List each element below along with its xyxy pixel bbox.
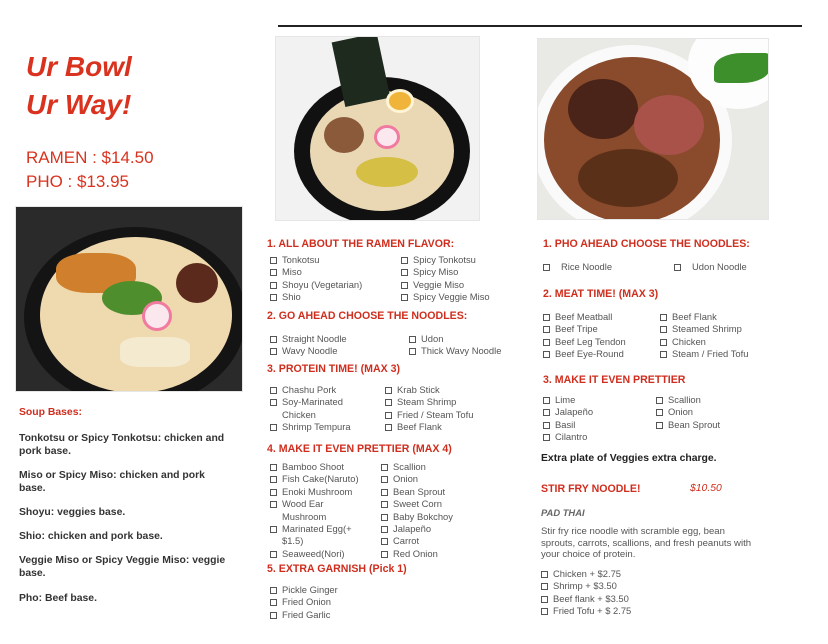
option-udon-noodle[interactable]: Udon Noodle: [674, 261, 747, 273]
checkbox[interactable]: [543, 314, 550, 321]
title-line-1: Ur Bowl: [26, 51, 132, 82]
checkbox[interactable]: [270, 336, 277, 343]
option-marinated-egg[interactable]: Marinated Egg(+: [270, 523, 359, 535]
checkbox[interactable]: [381, 464, 388, 471]
stir-fry-title: STIR FRY NOODLE!: [541, 483, 641, 495]
pho-noodles-col1: [543, 261, 612, 273]
meat-title: 2. MEAT TIME! (MAX 3): [543, 288, 659, 300]
checkbox[interactable]: [543, 339, 550, 346]
checkbox[interactable]: [270, 501, 277, 508]
option-miso[interactable]: Miso: [270, 266, 362, 278]
option-cilantro[interactable]: Cilantro: [543, 431, 593, 443]
option-shrimp-tempura[interactable]: Shrimp Tempura: [270, 421, 351, 433]
option-spicy-veggie-miso[interactable]: Spicy Veggie Miso: [401, 291, 490, 303]
soup-base-tonkotsu: Tonkotsu or Spicy Tonkotsu: chicken and pork base.: [19, 433, 225, 457]
ramen-noodles-col2: [409, 333, 501, 358]
toppings-col2: [381, 461, 453, 560]
checkbox[interactable]: [385, 424, 392, 431]
ramen-price: RAMEN : $14.50: [26, 148, 154, 167]
checkbox[interactable]: [270, 612, 277, 619]
option-beef-tripe[interactable]: Beef Tripe: [543, 323, 626, 335]
soup-base-pho: Pho: Beef base.: [19, 593, 97, 604]
checkbox[interactable]: [270, 551, 277, 558]
soup-bases-title: Soup Bases:: [19, 407, 82, 418]
checkbox[interactable]: [270, 476, 277, 483]
checkbox[interactable]: [270, 424, 277, 431]
checkbox[interactable]: [543, 264, 550, 271]
checkbox[interactable]: [381, 551, 388, 558]
ramen-flavor-title: 1. ALL ABOUT THE RAMEN FLAVOR:: [267, 238, 455, 250]
checkbox[interactable]: [381, 526, 388, 533]
checkbox[interactable]: [385, 412, 392, 419]
checkbox[interactable]: [401, 282, 408, 289]
checkbox[interactable]: [656, 397, 663, 404]
option-bamboo-shoot[interactable]: Bamboo Shoot: [270, 461, 359, 473]
checkbox[interactable]: [270, 269, 277, 276]
meat-col2: [660, 311, 748, 361]
option-stirfry-shrimp[interactable]: Shrimp + $3.50: [541, 580, 631, 592]
pho-prettier-title: 3. MAKE IT EVEN PRETTIER: [543, 374, 686, 386]
option-spicy-miso[interactable]: Spicy Miso: [401, 266, 490, 278]
checkbox[interactable]: [543, 434, 550, 441]
option-pickle-ginger[interactable]: Pickle Ginger: [270, 584, 338, 596]
ramen-flavor-col1: [270, 254, 362, 304]
checkbox[interactable]: [401, 294, 408, 301]
ramen-flavor-col2: [401, 254, 490, 304]
pho-noodles-title: 1. PHO AHEAD CHOOSE THE NOODLES:: [543, 238, 750, 250]
checkbox[interactable]: [409, 348, 416, 355]
option-pho-scallion[interactable]: Scallion: [656, 394, 720, 406]
stir-fry-price: $10.50: [690, 483, 722, 494]
veggie-note: Extra plate of Veggies extra charge.: [541, 453, 717, 464]
option-red-onion[interactable]: Red Onion: [381, 548, 453, 560]
option-basil[interactable]: Basil: [543, 419, 593, 431]
option-beef-meatball[interactable]: Beef Meatball: [543, 311, 626, 323]
meat-col1: [543, 311, 626, 361]
checkbox[interactable]: [270, 599, 277, 606]
option-shio[interactable]: Shio: [270, 291, 362, 303]
option-seaweed[interactable]: Seaweed(Nori): [270, 548, 359, 560]
ramen-tempura-photo: [15, 206, 243, 392]
checkbox[interactable]: [409, 336, 416, 343]
option-pho-jalapeno[interactable]: Jalapeño: [543, 406, 593, 418]
checkbox[interactable]: [543, 422, 550, 429]
option-steam-fried-tofu[interactable]: Steam / Fried Tofu: [660, 348, 748, 360]
option-chicken-cont: Chicken: [282, 408, 316, 420]
pho-price: PHO : $13.95: [26, 172, 130, 191]
top-rule: [278, 25, 802, 27]
option-mushroom-cont: Mushroom: [282, 510, 327, 522]
pho-prettier-col2: [656, 394, 720, 431]
option-enoki-mushroom[interactable]: Enoki Mushroom: [270, 486, 359, 498]
checkbox[interactable]: [270, 526, 277, 533]
checkbox[interactable]: [401, 269, 408, 276]
checkbox[interactable]: [270, 489, 277, 496]
checkbox[interactable]: [656, 409, 663, 416]
soup-base-miso: Miso or Spicy Miso: chicken and pork base.: [19, 470, 205, 494]
checkbox[interactable]: [270, 464, 277, 471]
option-steamed-shrimp[interactable]: Steamed Shrimp: [660, 323, 748, 335]
stir-fry-options: [541, 568, 631, 618]
option-chashu-pork[interactable]: Chashu Pork: [270, 384, 351, 396]
option-beef-flank[interactable]: Beef Flank: [385, 421, 473, 433]
checkbox[interactable]: [381, 514, 388, 521]
option-egg-price-cont: $1.5): [282, 535, 304, 547]
stir-fry-subtitle: PAD THAI: [541, 507, 585, 518]
checkbox[interactable]: [381, 538, 388, 545]
option-bean-sprout[interactable]: Bean Sprout: [381, 486, 453, 498]
option-beef-leg-tendon[interactable]: Beef Leg Tendon: [543, 336, 626, 348]
ramen-noodles-col1: [270, 333, 347, 358]
checkbox[interactable]: [270, 257, 277, 264]
toppings-title: 4. MAKE IT EVEN PRETTIER (MAX 4): [267, 443, 452, 455]
protein-title: 3. PROTEIN TIME! (MAX 3): [267, 363, 401, 375]
option-sweet-corn[interactable]: Sweet Corn: [381, 498, 453, 510]
option-wavy-noodle[interactable]: Wavy Noodle: [270, 345, 347, 357]
checkbox[interactable]: [270, 294, 277, 301]
option-baby-bokchoy[interactable]: Baby Bokchoy: [381, 511, 453, 523]
pho-prettier-col1: [543, 394, 593, 444]
checkbox[interactable]: [541, 571, 548, 578]
checkbox[interactable]: [541, 608, 548, 615]
soup-base-veggie-miso: Veggie Miso or Spicy Veggie Miso: veggie base.: [19, 555, 226, 579]
option-thick-wavy-noodle[interactable]: Thick Wavy Noodle: [409, 345, 501, 357]
option-straight-noodle[interactable]: Straight Noodle: [270, 333, 347, 345]
checkbox[interactable]: [381, 501, 388, 508]
option-pho-onion[interactable]: Onion: [656, 406, 720, 418]
title-line-2: Ur Way!: [26, 89, 132, 120]
checkbox[interactable]: [385, 387, 392, 394]
option-fried-steam-tofu[interactable]: Fried / Steam Tofu: [385, 409, 473, 421]
option-rice-noodle[interactable]: Rice Noodle: [543, 261, 612, 273]
option-steam-shrimp[interactable]: Steam Shrimp: [385, 396, 473, 408]
option-stirfry-fried-tofu[interactable]: Fried Tofu + $ 2.75: [541, 605, 631, 617]
option-carrot[interactable]: Carrot: [381, 535, 453, 547]
option-jalapeno[interactable]: Jalapeño: [381, 523, 453, 535]
option-veggie-miso[interactable]: Veggie Miso: [401, 279, 490, 291]
checkbox[interactable]: [385, 399, 392, 406]
checkbox[interactable]: [543, 409, 550, 416]
checkbox[interactable]: [401, 257, 408, 264]
option-onion[interactable]: Onion: [381, 473, 453, 485]
checkbox[interactable]: [674, 264, 681, 271]
checkbox[interactable]: [541, 583, 548, 590]
ramen-bowl-photo: [275, 36, 480, 221]
checkbox[interactable]: [543, 326, 550, 333]
checkbox[interactable]: [270, 387, 277, 394]
stir-fry-description: Stir fry rice noodle with scramble egg, bean sprouts, carrots, scallions, and fresh peanuts with your choice of protein.: [541, 526, 752, 560]
checkbox[interactable]: [381, 489, 388, 496]
checkbox[interactable]: [660, 314, 667, 321]
protein-col2: [385, 384, 473, 434]
menu-title: [26, 48, 132, 124]
option-beef-eye-round[interactable]: Beef Eye-Round: [543, 348, 626, 360]
option-soy-marinated[interactable]: Soy-Marinated: [270, 396, 351, 408]
protein-col1: [270, 384, 351, 434]
checkbox[interactable]: [381, 476, 388, 483]
option-shoyu[interactable]: Shoyu (Vegetarian): [270, 279, 362, 291]
checkbox[interactable]: [270, 282, 277, 289]
option-udon[interactable]: Udon: [409, 333, 501, 345]
option-lime[interactable]: Lime: [543, 394, 593, 406]
option-fried-onion[interactable]: Fried Onion: [270, 596, 338, 608]
pho-noodles-col2: [674, 261, 747, 273]
option-krab-stick[interactable]: Krab Stick: [385, 384, 473, 396]
checkbox[interactable]: [270, 587, 277, 594]
checkbox[interactable]: [660, 351, 667, 358]
option-tonkotsu[interactable]: Tonkotsu: [270, 254, 362, 266]
option-pho-beef-flank[interactable]: Beef Flank: [660, 311, 748, 323]
checkbox[interactable]: [543, 397, 550, 404]
option-fried-garlic[interactable]: Fried Garlic: [270, 609, 338, 621]
option-pho-bean-sprout[interactable]: Bean Sprout: [656, 419, 720, 431]
garnish-list: [270, 584, 338, 621]
checkbox[interactable]: [660, 326, 667, 333]
option-pho-chicken[interactable]: Chicken: [660, 336, 748, 348]
option-fish-cake[interactable]: Fish Cake(Naruto): [270, 473, 359, 485]
option-spicy-tonkotsu[interactable]: Spicy Tonkotsu: [401, 254, 490, 266]
checkbox[interactable]: [543, 351, 550, 358]
checkbox[interactable]: [660, 339, 667, 346]
checkbox[interactable]: [541, 596, 548, 603]
ramen-noodles-title: 2. GO AHEAD CHOOSE THE NOODLES:: [267, 310, 468, 322]
option-stirfry-chicken[interactable]: Chicken + $2.75: [541, 568, 631, 580]
toppings-col1: [270, 461, 359, 560]
garnish-title: 5. EXTRA GARNISH (Pick 1): [267, 563, 407, 575]
option-stirfry-beef-flank[interactable]: Beef flank + $3.50: [541, 593, 631, 605]
checkbox[interactable]: [270, 348, 277, 355]
checkbox[interactable]: [270, 399, 277, 406]
soup-base-shio: Shio: chicken and pork base.: [19, 531, 163, 542]
checkbox[interactable]: [656, 422, 663, 429]
soup-base-shoyu: Shoyu: veggies base.: [19, 507, 126, 518]
pho-bowl-photo: [537, 38, 769, 220]
option-scallion[interactable]: Scallion: [381, 461, 453, 473]
option-wood-ear[interactable]: Wood Ear: [270, 498, 359, 510]
